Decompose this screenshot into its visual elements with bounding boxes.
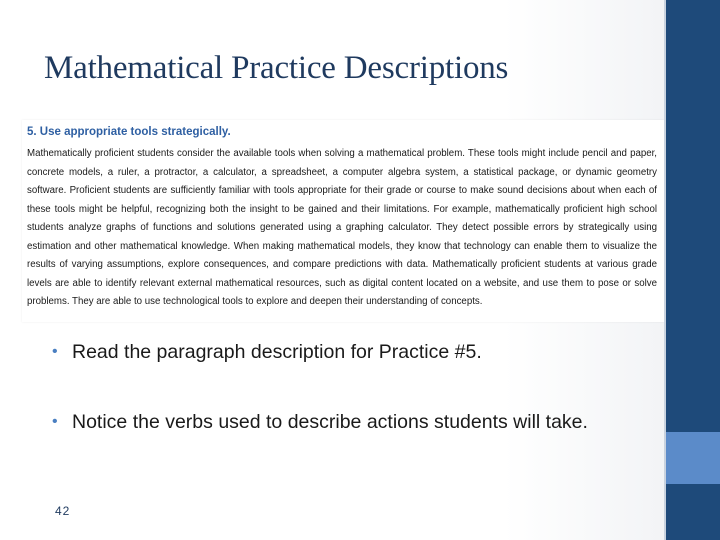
page-number: 42 xyxy=(55,504,71,518)
bullet-icon: • xyxy=(52,413,58,430)
sidebar-dark-block-top xyxy=(666,0,720,432)
excerpt-paragraph: Mathematically proficient students consider the available tools when solving a mathematical problem. These tools might include pencil and paper, concrete models, a ruler, a protractor, a calculator, a spreadsheet, a computer algebra system, a statistical package, or dynamic geometry software. Proficient students are sufficiently familiar with tools appropriate for their grade or course to make sound decisions about when each of these tools might be helpful, recognizing both the insight to be gained and their limitations. For example, mathematically proficient high school students analyze graphs of functions and solutions generated using a graphing calculator. They detect possible errors by strategically using estimation and other mathematical knowledge. When making mathematical models, they know that technology can enable them to visualize the results of varying assumptions, explore consequences, and compare predictions with data. Mathematically proficient students at various grade levels are able to identify relevant external mathematical resources, such as digital content located on a website, and use them to pose or solve problems. They are able to use technological tools to explore and deepen their understanding of concepts. xyxy=(27,148,657,308)
standard-excerpt-image xyxy=(22,120,664,322)
decorative-sidebar xyxy=(666,0,720,540)
bullet-text: Read the paragraph description for Practice #5. xyxy=(72,341,482,363)
slide-title: Mathematical Practice Descriptions xyxy=(44,50,509,86)
excerpt-heading: 5. Use appropriate tools strategically. xyxy=(27,126,231,138)
bullet-text: Notice the verbs used to describe actions students will take. xyxy=(72,411,588,433)
bullet-item-notice xyxy=(48,408,628,436)
bullet-list xyxy=(48,338,628,436)
sidebar-dark-block-bottom xyxy=(666,484,720,540)
sidebar-accent-block xyxy=(666,432,720,484)
bullet-item-read xyxy=(48,338,628,366)
bullet-icon: • xyxy=(52,343,58,360)
